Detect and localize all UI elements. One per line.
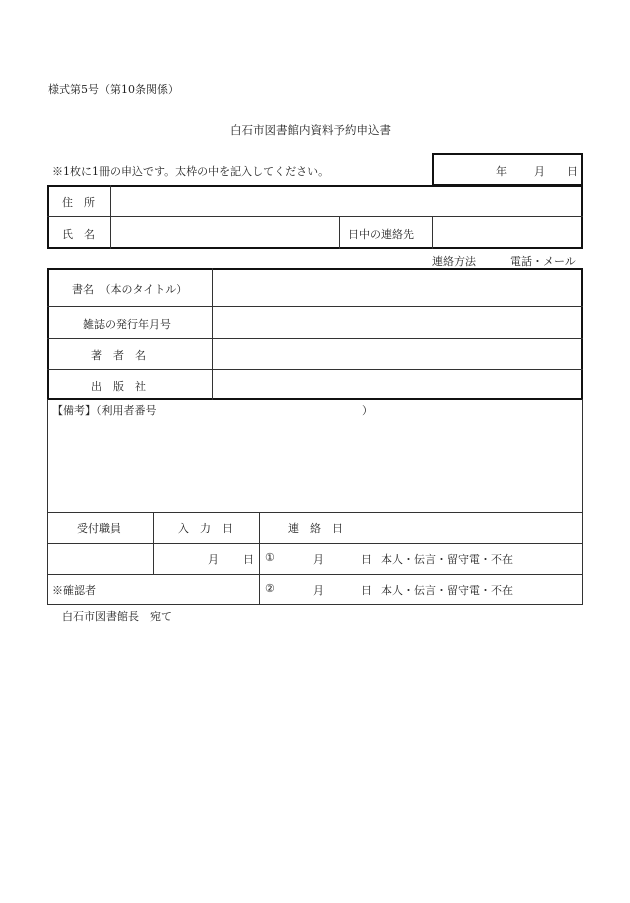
contact-row1-month: 月 [313,553,324,566]
magazine-issue-label: 雑誌の発行年月号 [83,318,171,331]
address-field[interactable] [112,188,580,214]
contact-row2-month: 月 [313,584,324,597]
form-title: 白石市図書館内資料予約申込書 [230,123,391,137]
contact-row1-day: 日 [361,553,372,566]
name-field[interactable] [112,219,337,246]
address-label: 住 所 [62,196,95,209]
confirmer-label: ※確認者 [52,584,96,597]
input-date-label: 入 力 日 [178,522,233,535]
author-label: 著 者 名 [91,349,146,362]
daytime-contact-label: 日中の連絡先 [348,228,414,241]
magazine-issue-field[interactable] [214,308,580,336]
contact-row2-options: 本人・伝言・留守電・不在 [381,584,513,597]
contact-method-label: 連絡方法 [432,255,476,268]
name-label: 氏 名 [62,228,95,241]
contact-method-value: 電話・メール [510,255,576,268]
remarks-label: 【備考】（利用者番号 [52,404,157,417]
publisher-field[interactable] [214,371,580,398]
author-field[interactable] [214,340,580,367]
remarks-close: ） [362,404,373,417]
addressee: 白石市図書館長 宛て [62,610,172,623]
contact-row2-number: ② [265,582,275,595]
notice-text: ※1枚に1冊の申込です。太枠の中を記入してください。 [52,165,330,178]
contact-row1-number: ① [265,551,275,564]
daytime-contact-field[interactable] [435,219,580,246]
input-day-label: 日 [243,553,254,566]
contact-row1-options: 本人・伝言・留守電・不在 [381,553,513,566]
form-number: 様式第5号（第10条関係） [48,83,179,96]
remarks-field[interactable] [52,418,578,508]
contact-date-label: 連 絡 日 [288,522,343,535]
contact-row2-day: 日 [361,584,372,597]
received-by-label: 受付職員 [77,522,121,535]
book-title-field[interactable] [214,271,580,304]
input-month-label: 月 [208,553,219,566]
publisher-label: 出 版 社 [91,380,146,393]
date-month-label: 月 [534,165,545,178]
date-year-label: 年 [496,165,507,178]
book-title-label: 書名 （本のタイトル） [72,283,188,296]
date-box [432,153,583,186]
date-day-label: 日 [567,165,578,178]
